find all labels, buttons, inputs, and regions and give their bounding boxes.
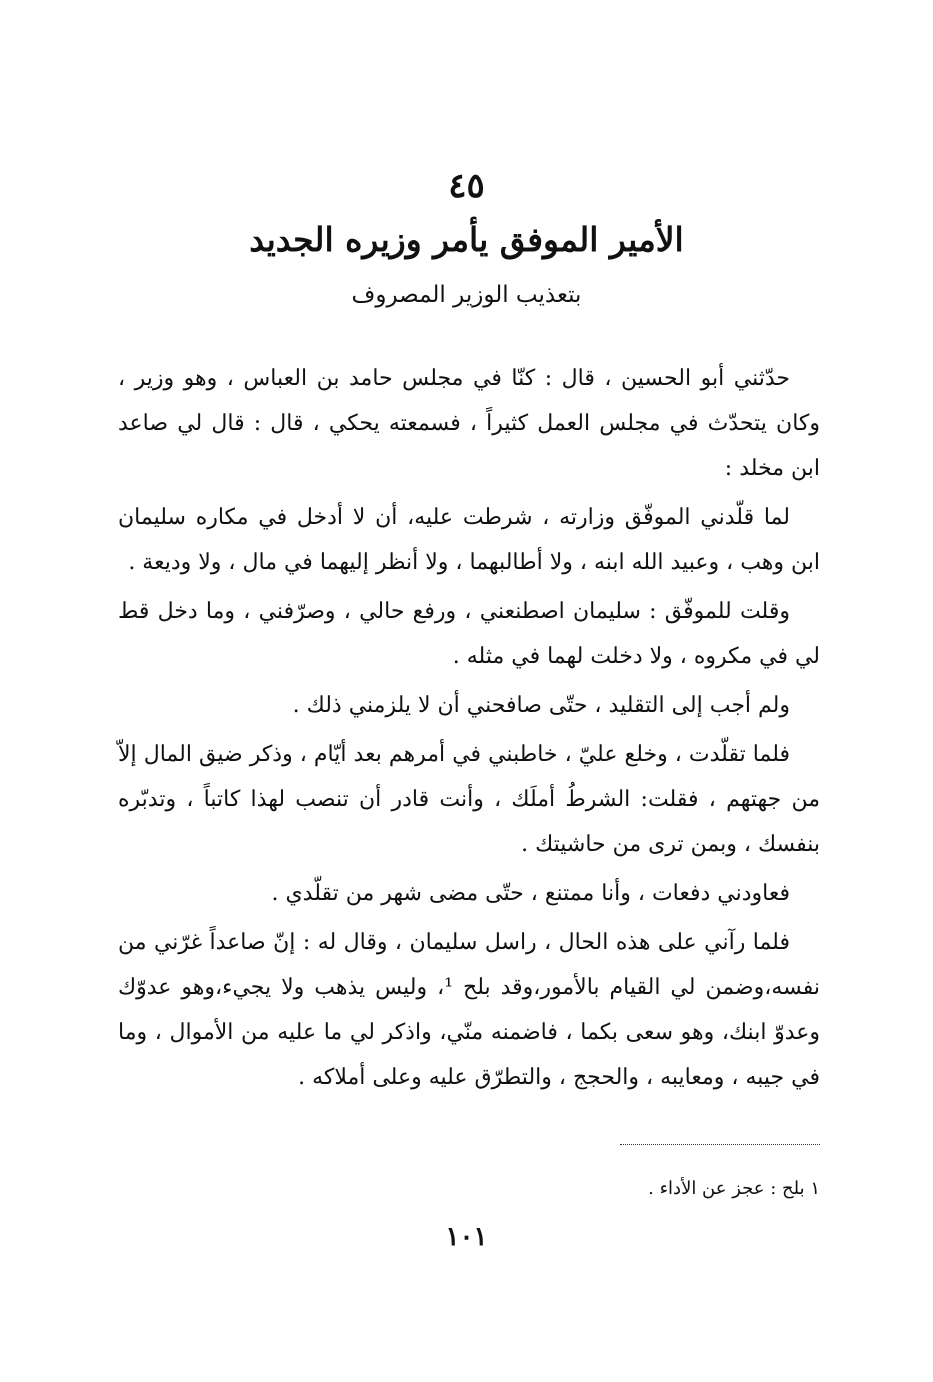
paragraph: فلما تقلّدت ، وخلع عليّ ، خاطبني في أمرهم بعد أيّام ، وذكر ضيق المال إلاّ من جهتهم ، فقلت: الشرطُ أملَك ، وأنت قادر أن تنصب لهذا كاتباً ، وتدبّره بنفسك ، وبمن ترى من حاشيتك .	[118, 742, 820, 857]
footnote: ١ بلح : عجز عن الأداء .	[648, 1178, 820, 1199]
paragraph: فلما رآني على هذه الحال ، راسل سليمان ، وقال له : إنّ صاعداً غرّني من نفسه،وضمن لي القيام بالأمور،وقد بلح ¹، وليس يذهب ولا يجيء،وهو عدوّك وعدوّ ابنك، وهو سعى بكما ، فاضمنه منّي، واذكر لي ما عليه من الأموال ، وما في جيبه ، ومعايبه ، والحجج ، والتطرّق عليه وعلى أملاكه .	[118, 930, 820, 1090]
paragraph: حدّثني أبو الحسين ، قال : كنّا في مجلس حامد بن العباس ، وهو وزير ، وكان يتحدّث في مجلس العمل كثيراً ، فسمعته يحكي ، قال : قال لي صاعد ابن مخلد :	[118, 366, 820, 481]
footnote-divider	[620, 1144, 820, 1145]
chapter-title: الأمير الموفق يأمر وزيره الجديد	[249, 220, 684, 259]
chapter-subtitle: بتعذيب الوزير المصروف	[351, 282, 582, 308]
body-text	[118, 356, 820, 1104]
chapter-number: ٤٥	[448, 166, 485, 206]
paragraph: وقلت للموفّق : سليمان اصطنعني ، ورفع حالي ، وصرّفني ، وما دخل قط لي في مكروه ، ولا دخلت لهما في مثله .	[118, 599, 820, 669]
paragraph: فعاودني دفعات ، وأنا ممتنع ، حتّى مضى شهر من تقلّدي .	[271, 881, 790, 906]
paragraph: لما قلّدني الموفّق وزارته ، شرطت عليه، أن لا أدخل في مكاره سليمان ابن وهب ، وعبيد الله ابنه ، ولا أطالبهما ، ولا أنظر إليهما في مال ، ولا وديعة .	[118, 505, 820, 575]
page-number: ١٠١	[445, 1222, 488, 1252]
paragraph: ولم أجب إلى التقليد ، حتّى صافحني أن لا يلزمني ذلك .	[292, 693, 790, 718]
